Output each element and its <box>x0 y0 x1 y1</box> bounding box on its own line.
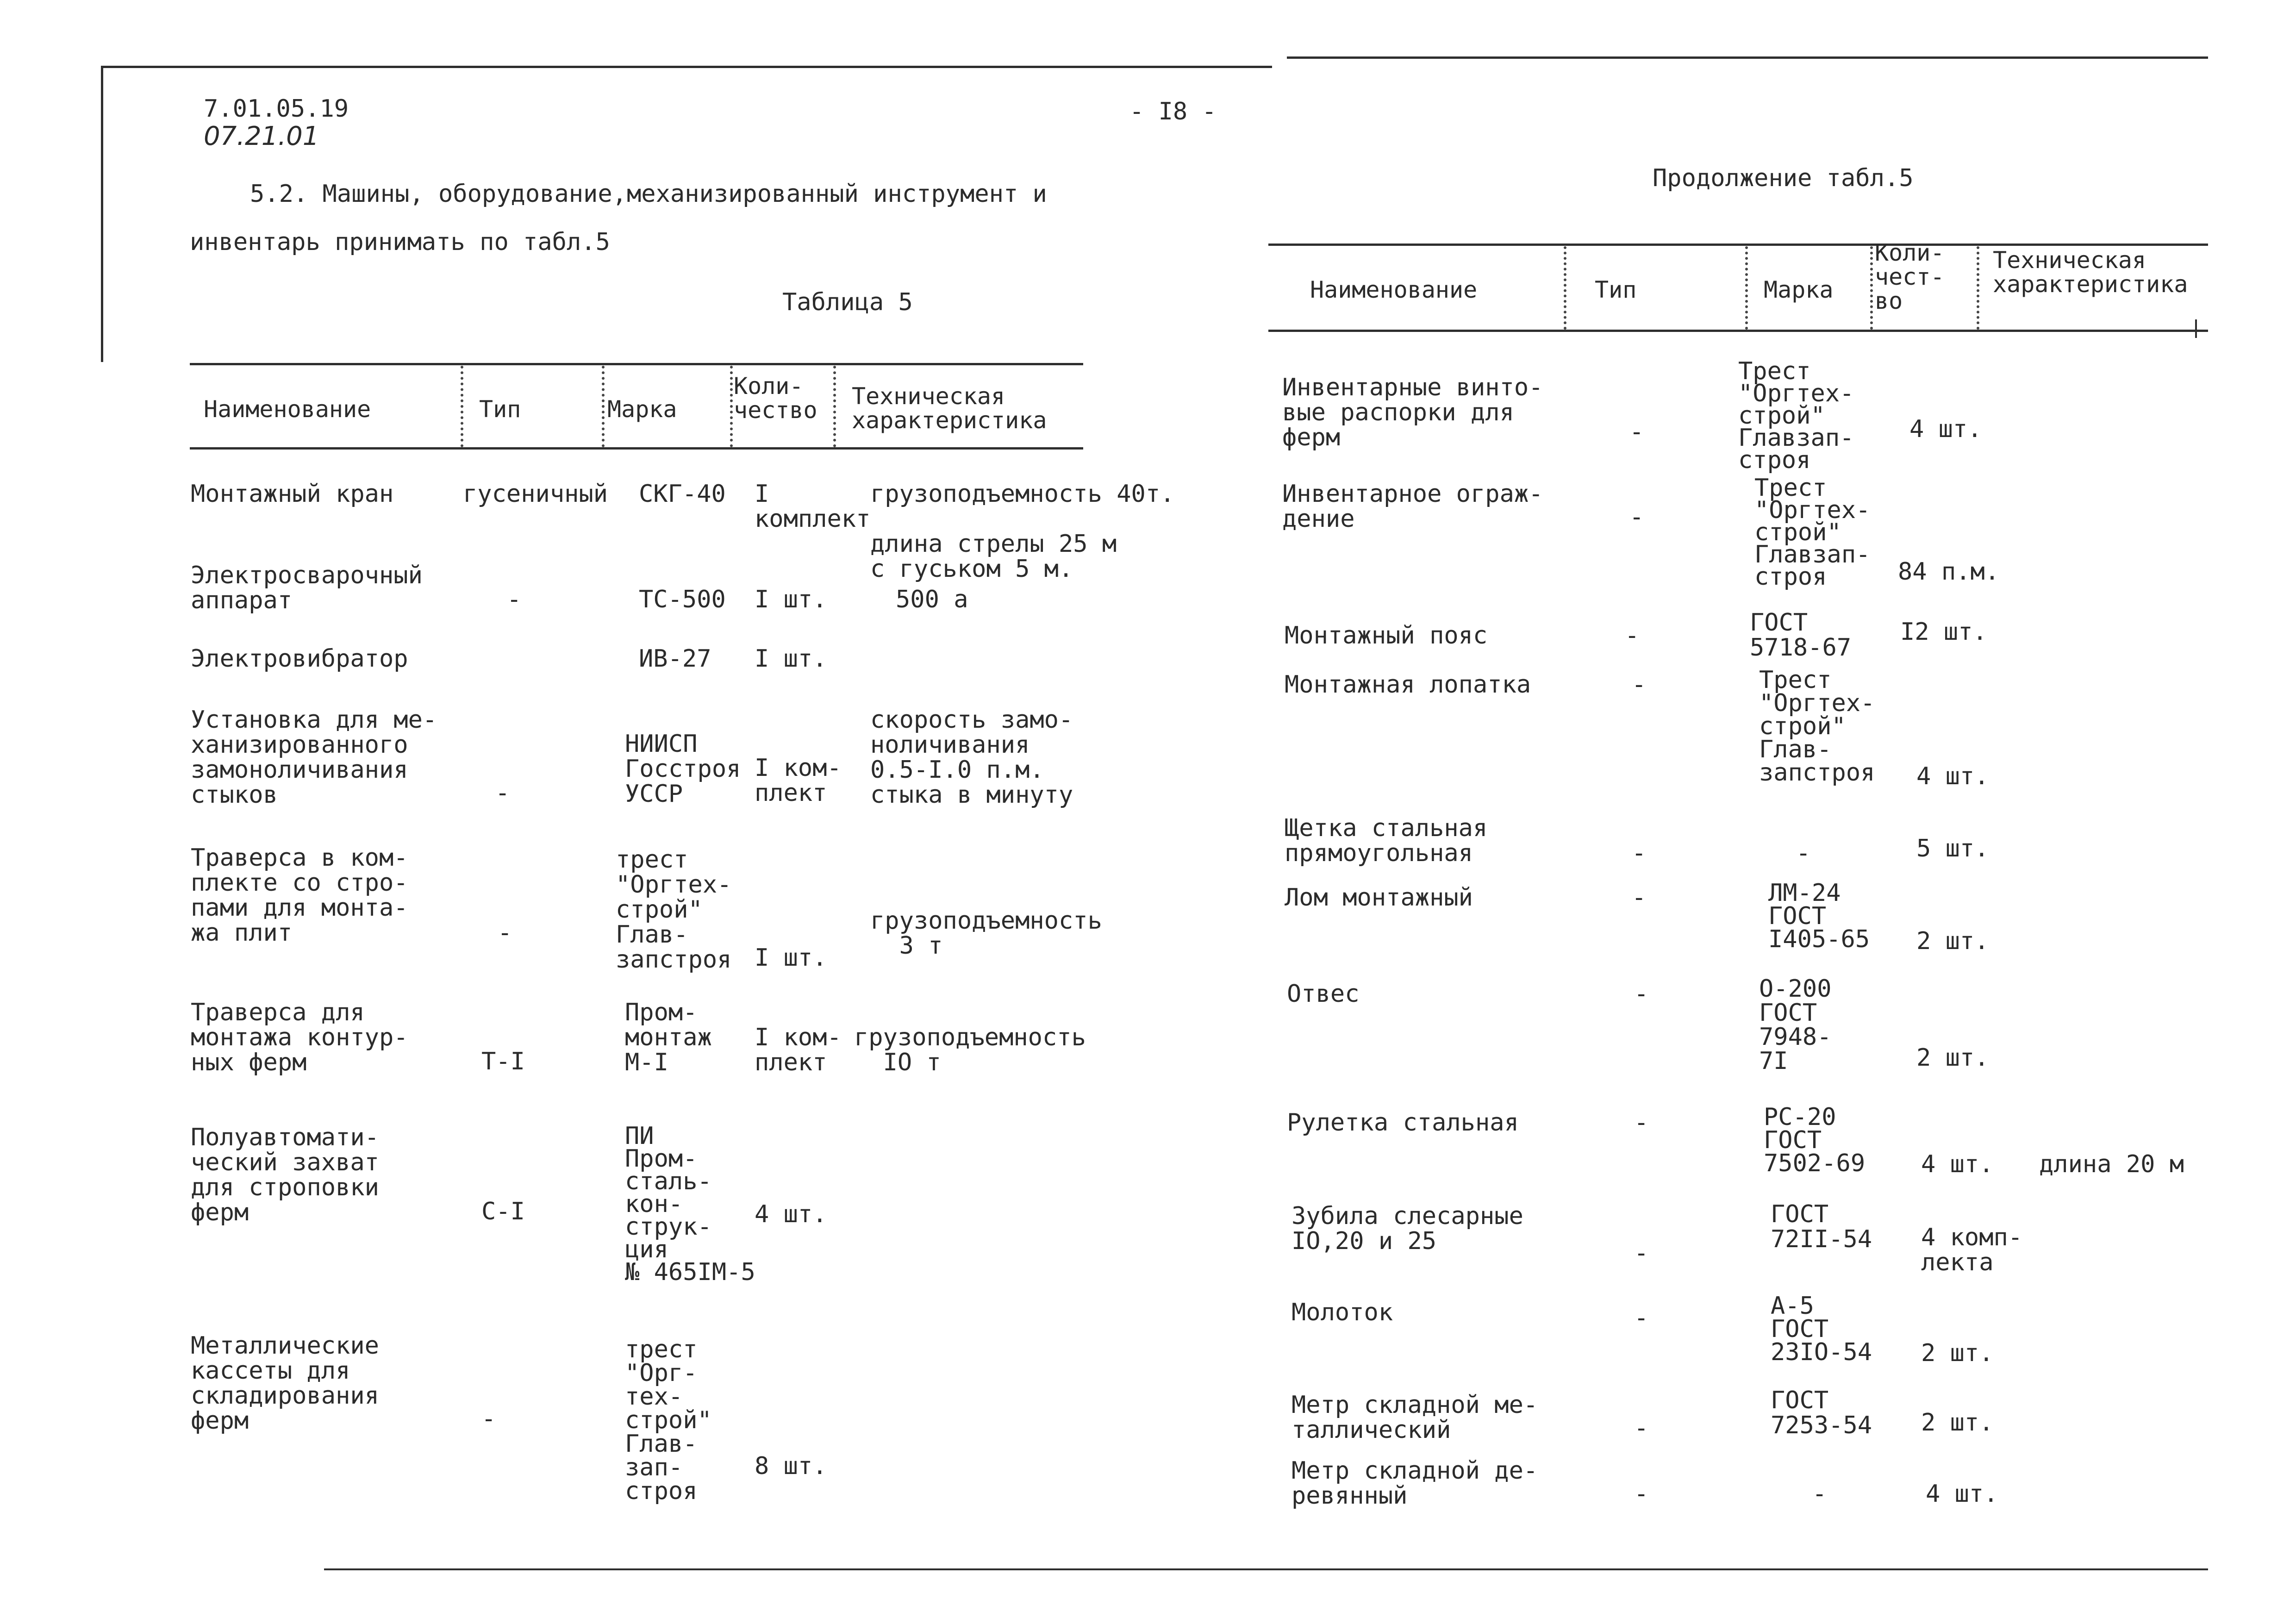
right-row-9-mark: А-5 ГОСТ 23IO-54 <box>1771 1292 1872 1366</box>
left-row-1-spec: 500 а <box>896 586 968 613</box>
left-row-2-mark: ИВ-27 <box>639 645 711 673</box>
left-row-1-mark: ТС-500 <box>639 586 726 613</box>
right-row-7-qty: 4 шт. <box>1921 1150 1994 1178</box>
right-row-2-qty: I2 шт. <box>1900 618 1987 646</box>
right-row-10-type: - <box>1634 1414 1649 1442</box>
right-row-8-name: Зубила слесарные IO,20 и 25 <box>1292 1202 1523 1255</box>
right-row-9-type: - <box>1634 1304 1649 1332</box>
right-row-10-mark: ГОСТ 7253-54 <box>1771 1387 1872 1439</box>
right-row-2-mark: ГОСТ 5718-67 <box>1750 609 1852 662</box>
left-row-3-type: - <box>495 779 510 807</box>
left-row-0-spec: грузоподъемность 40т. длина стрелы 25 м с гуськом 5 м. <box>870 480 1175 583</box>
right-row-3-qty: 4 шт. <box>1916 762 1989 790</box>
right-row-6-type: - <box>1634 980 1649 1008</box>
left-row-3-mark: НИИСП Госстроя УССР <box>625 730 741 808</box>
left-row-5-spec: грузоподъемность IO т <box>854 1024 1086 1076</box>
right-row-5-type: - <box>1632 884 1647 912</box>
right-row-0-mark: Трест "Оргтех- строй" Главзап- строя <box>1738 357 1854 474</box>
right-row-3-name: Монтажная лопатка <box>1285 671 1531 699</box>
left-row-4-mark: трест "Оргтех- строй" Глав- запстроя <box>616 846 732 974</box>
right-row-7-spec: длина 20 м <box>2039 1150 2184 1178</box>
left-row-7-qty: 8 шт. <box>755 1452 827 1480</box>
right-row-11-type: - <box>1634 1480 1649 1508</box>
left-row-1-name: Электросварочный аппарат <box>191 562 423 614</box>
right-row-5-qty: 2 шт. <box>1916 927 1989 955</box>
left-row-4-spec: грузоподъемность 3 т <box>870 907 1102 960</box>
left-row-6-qty: 4 шт. <box>755 1200 827 1228</box>
left-row-5-mark: Пром- монтаж М-I <box>625 999 712 1076</box>
right-row-4-type: - <box>1632 839 1647 867</box>
right-row-8-mark: ГОСТ 72II-54 <box>1771 1200 1872 1253</box>
right-row-8-qty: 4 комп- лекта <box>1921 1224 2023 1276</box>
intro-line-1: 5.2. Машины, оборудование,механизированный инструмент и <box>250 180 1047 208</box>
right-row-0-type: - <box>1629 418 1644 446</box>
left-row-5-qty: I ком- плект <box>755 1024 842 1076</box>
right-row-1-name: Инвентарное ограж- дение <box>1282 480 1543 533</box>
left-row-3-qty: I ком- плект <box>755 754 842 807</box>
bottom-border <box>324 1568 2208 1570</box>
left-border <box>101 66 103 362</box>
right-row-10-qty: 2 шт. <box>1921 1409 1994 1437</box>
left-table-divider-4 <box>833 366 836 447</box>
left-row-1-qty: I шт. <box>755 586 827 613</box>
right-row-6-mark: О-200 ГОСТ 7948- 7I <box>1759 975 1832 1075</box>
left-row-3-spec: скорость замо- ноличивания 0.5-I.0 п.м. стыка в минуту <box>870 706 1073 809</box>
intro-line-2: инвентарь принимать по табл.5 <box>190 228 610 256</box>
left-row-0-qty: I комплект <box>755 480 871 533</box>
left-row-2-qty: I шт. <box>755 645 827 673</box>
doc-code-handwritten: 07.21.01 <box>204 121 319 151</box>
right-row-7-name: Рулетка стальная <box>1287 1109 1519 1137</box>
left-table-top-rule <box>190 363 1083 365</box>
left-row-0-mark: СКГ-40 <box>639 480 726 508</box>
left-row-7-name: Металлические кассеты для складирования ферм <box>191 1332 379 1435</box>
right-table-divider-2 <box>1745 246 1748 330</box>
right-row-7-type: - <box>1634 1109 1649 1137</box>
left-header-type: Тип <box>479 396 521 423</box>
right-row-3-type: - <box>1632 671 1647 699</box>
left-row-6-type: С-I <box>481 1198 525 1225</box>
right-row-8-type: - <box>1634 1239 1649 1267</box>
top-border-right <box>1287 56 2208 59</box>
left-table-header-rule <box>190 447 1083 450</box>
right-row-11-qty: 4 шт. <box>1926 1480 1998 1508</box>
right-table-header-rule <box>1268 330 2208 332</box>
right-row-9-name: Молоток <box>1292 1299 1393 1326</box>
left-row-7-type: - <box>481 1405 496 1433</box>
left-row-0-type: гусеничный <box>463 480 608 508</box>
right-table-top-rule <box>1268 244 2208 246</box>
right-table-divider-1 <box>1564 246 1566 330</box>
right-header-mark: Марка <box>1764 276 1834 303</box>
right-row-0-qty: 4 шт. <box>1909 415 1982 443</box>
left-row-4-type: - <box>498 919 512 947</box>
right-row-4-mark: - <box>1796 839 1811 867</box>
left-table-divider-2 <box>602 366 605 447</box>
left-header-name: Наименование <box>204 396 371 423</box>
right-row-5-name: Лом монтажный <box>1285 884 1473 912</box>
right-row-2-type: - <box>1625 622 1640 650</box>
right-row-6-qty: 2 шт. <box>1916 1044 1989 1072</box>
right-table-edge-tick <box>2195 319 2197 338</box>
doc-code: 7.01.05.19 <box>204 95 349 123</box>
right-row-2-name: Монтажный пояс <box>1285 622 1488 650</box>
left-row-6-mark: ПИ Пром- сталь- кон- струк- ция № 465IМ-5 <box>625 1122 755 1286</box>
left-row-4-qty: I шт. <box>755 944 827 972</box>
left-row-4-name: Траверса в ком- плекте со стро- пами для монта- жа плит <box>191 844 408 947</box>
right-row-0-name: Инвентарные винто- вые распорки для ферм <box>1282 374 1543 451</box>
left-table-caption: Таблица 5 <box>782 288 913 316</box>
right-table-divider-3 <box>1870 246 1873 330</box>
left-header-qty: Коли- чество <box>734 373 817 424</box>
right-row-5-mark: ЛМ-24 ГОСТ I405-65 <box>1768 879 1870 953</box>
left-row-5-name: Траверса для монтажа контур- ных ферм <box>191 999 408 1076</box>
right-row-11-mark: - <box>1812 1480 1827 1508</box>
left-row-0-name: Монтажный кран <box>191 480 394 508</box>
left-table-divider-3 <box>730 366 733 447</box>
left-row-3-name: Установка для ме- ханизированного замоноличивания стыков <box>191 706 437 809</box>
right-row-11-name: Метр складной де- ревянный <box>1292 1457 1538 1510</box>
right-table-caption: Продолжение табл.5 <box>1653 164 1914 192</box>
right-row-10-name: Метр складной ме- таллический <box>1292 1391 1538 1444</box>
top-border-left <box>101 66 1272 68</box>
left-row-5-type: Т-I <box>481 1048 525 1075</box>
right-row-3-mark: Трест "Оргтех- строй" Глав- запстроя <box>1759 666 1875 787</box>
right-row-7-mark: РС-20 ГОСТ 7502-69 <box>1764 1103 1866 1177</box>
left-header-mark: Марка <box>607 396 677 423</box>
right-row-9-qty: 2 шт. <box>1921 1339 1994 1367</box>
right-header-type: Тип <box>1595 276 1637 303</box>
right-row-1-mark: Трест "Оргтех- строй" Главзап- строя <box>1754 474 1871 591</box>
left-row-1-type: - <box>507 586 522 613</box>
right-row-1-qty: 84 п.м. <box>1898 558 2000 586</box>
right-header-name: Наименование <box>1310 276 1478 303</box>
right-header-spec: Техническая характеристика <box>1993 247 2188 298</box>
left-row-7-mark: трест "Орг- тех- строй" Глав- зап- строя <box>625 1336 712 1505</box>
left-header-spec: Техническая характеристика <box>852 383 1047 434</box>
right-row-1-type: - <box>1629 503 1644 531</box>
left-row-6-name: Полуавтомати- ческий захват для строповки ферм <box>191 1124 379 1226</box>
page-number: - I8 - <box>1129 98 1217 125</box>
right-row-4-qty: 5 шт. <box>1916 835 1989 862</box>
left-table-divider-1 <box>461 366 463 447</box>
right-row-6-name: Отвес <box>1287 980 1360 1008</box>
right-row-4-name: Щетка стальная прямоугольная <box>1285 814 1488 867</box>
right-header-qty: Коли- чест- во <box>1875 239 1945 314</box>
right-table-divider-4 <box>1977 246 1979 330</box>
left-row-2-name: Электровибратор <box>191 645 408 673</box>
